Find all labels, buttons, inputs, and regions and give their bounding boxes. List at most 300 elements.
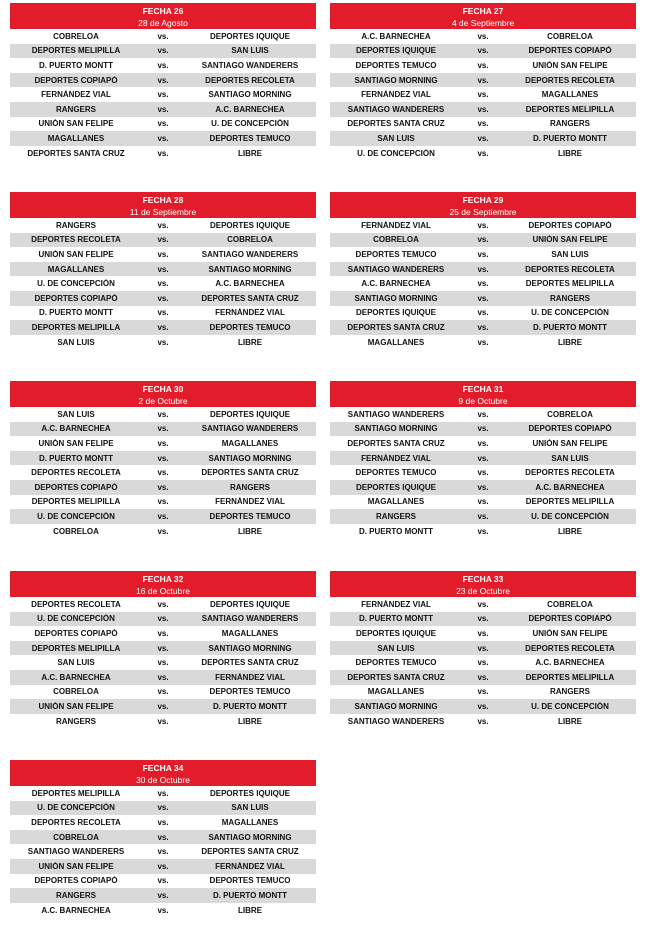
home-team: SANTIAGO WANDERERS bbox=[347, 104, 445, 114]
match-row bbox=[330, 262, 636, 277]
away-team: LIBRE bbox=[238, 905, 262, 915]
match-row bbox=[10, 247, 316, 262]
versus-label: vs. bbox=[157, 497, 169, 507]
home-team: COBRELOA bbox=[373, 235, 419, 245]
match-row bbox=[330, 509, 636, 524]
versus-label: vs. bbox=[157, 46, 169, 56]
away-team: DEPORTES COPIAPÓ bbox=[528, 220, 612, 230]
home-team: DEPORTES SANTA CRUZ bbox=[347, 119, 445, 129]
home-team: MAGALLANES bbox=[367, 687, 425, 697]
home-team: DEPORTES COPIAPÓ bbox=[34, 482, 118, 492]
fixture-block bbox=[330, 3, 636, 160]
away-team: SANTIAGO MORNING bbox=[208, 832, 292, 842]
home-team: DEPORTES SANTA CRUZ bbox=[347, 672, 445, 682]
home-team: RANGERS bbox=[375, 511, 416, 521]
away-team: DEPORTES TEMUCO bbox=[209, 322, 291, 332]
home-team: DEPORTES RECOLETA bbox=[31, 599, 121, 609]
fixture-date: 2 de Octubre bbox=[138, 396, 188, 406]
fixture-date: 30 de Octubre bbox=[136, 775, 190, 785]
match-row bbox=[330, 699, 636, 714]
versus-label: vs. bbox=[477, 75, 489, 85]
home-team: A.C. BARNECHEA bbox=[41, 672, 111, 682]
match-row bbox=[330, 131, 636, 146]
fixture-header bbox=[330, 3, 636, 29]
match-row bbox=[10, 815, 316, 830]
versus-label: vs. bbox=[157, 31, 169, 41]
home-team: SANTIAGO WANDERERS bbox=[347, 264, 445, 274]
versus-label: vs. bbox=[157, 119, 169, 129]
match-row bbox=[330, 320, 636, 335]
versus-label: vs. bbox=[157, 832, 169, 842]
match-row bbox=[10, 320, 316, 335]
away-team: A.C. BARNECHEA bbox=[215, 279, 285, 289]
versus-label: vs. bbox=[157, 220, 169, 230]
match-row bbox=[10, 655, 316, 670]
match-row bbox=[10, 786, 316, 801]
match-row bbox=[330, 58, 636, 73]
away-team: DEPORTES TEMUCO bbox=[209, 511, 291, 521]
versus-label: vs. bbox=[157, 264, 169, 274]
versus-label: vs. bbox=[477, 628, 489, 638]
fixture-block bbox=[10, 760, 316, 917]
match-row bbox=[10, 73, 316, 88]
away-team: DEPORTES SANTA CRUZ bbox=[201, 468, 299, 478]
match-row bbox=[330, 670, 636, 685]
away-team: SANTIAGO WANDERERS bbox=[201, 249, 299, 259]
versus-label: vs. bbox=[157, 293, 169, 303]
away-team: LIBRE bbox=[558, 148, 582, 158]
home-team: FERNÁNDEZ VIAL bbox=[361, 220, 431, 230]
versus-label: vs. bbox=[477, 148, 489, 158]
home-team: DEPORTES TEMUCO bbox=[355, 60, 437, 70]
versus-label: vs. bbox=[157, 60, 169, 70]
fixture-block bbox=[10, 192, 316, 349]
fixture-date: 16 de Octubre bbox=[136, 586, 190, 596]
home-team: MAGALLANES bbox=[367, 497, 425, 507]
fixture-block bbox=[10, 571, 316, 728]
versus-label: vs. bbox=[157, 249, 169, 259]
versus-label: vs. bbox=[477, 687, 489, 697]
versus-label: vs. bbox=[157, 876, 169, 886]
home-team: RANGERS bbox=[55, 220, 96, 230]
away-team: DEPORTES IQUIQUE bbox=[209, 599, 290, 609]
home-team: DEPORTES RECOLETA bbox=[31, 468, 121, 478]
versus-label: vs. bbox=[477, 220, 489, 230]
home-team: SAN LUIS bbox=[57, 337, 95, 347]
versus-label: vs. bbox=[157, 614, 169, 624]
away-team: A.C. BARNECHEA bbox=[535, 658, 605, 668]
versus-label: vs. bbox=[157, 148, 169, 158]
away-team: DEPORTES COPIAPÓ bbox=[528, 614, 612, 624]
fixture-header bbox=[10, 571, 316, 597]
away-team: LIBRE bbox=[238, 148, 262, 158]
home-team: SANTIAGO MORNING bbox=[354, 75, 438, 85]
versus-label: vs. bbox=[157, 322, 169, 332]
versus-label: vs. bbox=[157, 482, 169, 492]
fixture-header bbox=[10, 3, 316, 29]
match-row bbox=[10, 524, 316, 539]
home-team: SANTIAGO WANDERERS bbox=[347, 716, 445, 726]
home-team: MAGALLANES bbox=[47, 264, 105, 274]
fixture-date: 4 de Septiembre bbox=[451, 18, 515, 28]
match-row bbox=[330, 436, 636, 451]
home-team: D. PUERTO MONTT bbox=[358, 526, 434, 536]
away-team: COBRELOA bbox=[227, 235, 273, 245]
away-team: DEPORTES SANTA CRUZ bbox=[201, 658, 299, 668]
away-team: D. PUERTO MONTT bbox=[532, 133, 608, 143]
match-row bbox=[10, 233, 316, 248]
fixture-block bbox=[10, 381, 316, 538]
home-team: MAGALLANES bbox=[47, 133, 105, 143]
versus-label: vs. bbox=[477, 249, 489, 259]
home-team: DEPORTES MELIPILLA bbox=[31, 322, 121, 332]
match-row bbox=[10, 685, 316, 700]
match-row bbox=[330, 117, 636, 132]
fixture-block bbox=[330, 192, 636, 349]
away-team: RANGERS bbox=[549, 119, 590, 129]
versus-label: vs. bbox=[477, 599, 489, 609]
match-row bbox=[10, 859, 316, 874]
versus-label: vs. bbox=[157, 468, 169, 478]
home-team: A.C. BARNECHEA bbox=[361, 279, 431, 289]
home-team: DEPORTES MELIPILLA bbox=[31, 788, 121, 798]
away-team: SANTIAGO MORNING bbox=[208, 264, 292, 274]
home-team: DEPORTES MELIPILLA bbox=[31, 643, 121, 653]
match-row bbox=[10, 844, 316, 859]
versus-label: vs. bbox=[157, 75, 169, 85]
versus-label: vs. bbox=[477, 468, 489, 478]
match-row bbox=[330, 146, 636, 161]
match-row bbox=[10, 903, 316, 918]
match-row bbox=[10, 612, 316, 627]
away-team: LIBRE bbox=[558, 526, 582, 536]
versus-label: vs. bbox=[157, 861, 169, 871]
match-row bbox=[330, 524, 636, 539]
fixture-date: 23 de Octubre bbox=[456, 586, 510, 596]
fixture-title: FECHA 30 bbox=[142, 384, 184, 394]
versus-label: vs. bbox=[477, 293, 489, 303]
away-team: DEPORTES SANTA CRUZ bbox=[201, 847, 299, 857]
home-team: DEPORTES IQUIQUE bbox=[355, 628, 436, 638]
away-team: MAGALLANES bbox=[541, 90, 599, 100]
away-team: RANGERS bbox=[229, 482, 270, 492]
home-team: UNIÓN SAN FELIPE bbox=[38, 861, 114, 871]
versus-label: vs. bbox=[477, 31, 489, 41]
match-row bbox=[330, 306, 636, 321]
away-team: DEPORTES RECOLETA bbox=[525, 643, 615, 653]
versus-label: vs. bbox=[477, 643, 489, 653]
versus-label: vs. bbox=[157, 658, 169, 668]
fixture-header bbox=[330, 192, 636, 218]
away-team: U. DE CONCEPCIÓN bbox=[531, 308, 609, 318]
versus-label: vs. bbox=[477, 279, 489, 289]
match-row bbox=[330, 247, 636, 262]
fixture-title: FECHA 26 bbox=[142, 6, 184, 16]
match-row bbox=[330, 218, 636, 233]
away-team: SANTIAGO WANDERERS bbox=[201, 424, 299, 434]
versus-label: vs. bbox=[477, 46, 489, 56]
versus-label: vs. bbox=[477, 438, 489, 448]
home-team: SANTIAGO MORNING bbox=[354, 424, 438, 434]
away-team: DEPORTES IQUIQUE bbox=[209, 220, 290, 230]
home-team: UNIÓN SAN FELIPE bbox=[38, 249, 114, 259]
away-team: DEPORTES RECOLETA bbox=[205, 75, 295, 85]
home-team: UNIÓN SAN FELIPE bbox=[38, 119, 114, 129]
home-team: FERNÁNDEZ VIAL bbox=[361, 453, 431, 463]
versus-label: vs. bbox=[157, 279, 169, 289]
away-team: FERNÁNDEZ VIAL bbox=[215, 497, 285, 507]
away-team: FERNÁNDEZ VIAL bbox=[215, 861, 285, 871]
match-row bbox=[330, 714, 636, 729]
versus-label: vs. bbox=[157, 817, 169, 827]
home-team: U. DE CONCEPCIÓN bbox=[37, 614, 115, 624]
away-team: SAN LUIS bbox=[231, 803, 269, 813]
away-team: COBRELOA bbox=[547, 31, 593, 41]
fixture-title: FECHA 32 bbox=[142, 574, 184, 584]
match-row bbox=[10, 451, 316, 466]
match-row bbox=[330, 655, 636, 670]
match-row bbox=[330, 44, 636, 59]
match-row bbox=[10, 276, 316, 291]
home-team: DEPORTES SANTA CRUZ bbox=[347, 438, 445, 448]
away-team: DEPORTES IQUIQUE bbox=[209, 409, 290, 419]
match-row bbox=[330, 685, 636, 700]
fixture-date: 9 de Octubre bbox=[458, 396, 508, 406]
versus-label: vs. bbox=[477, 104, 489, 114]
versus-label: vs. bbox=[157, 643, 169, 653]
fixture-date: 25 de Septiembre bbox=[449, 207, 517, 217]
away-team: SANTIAGO WANDERERS bbox=[201, 614, 299, 624]
away-team: SANTIAGO WANDERERS bbox=[201, 60, 299, 70]
away-team: RANGERS bbox=[549, 293, 590, 303]
home-team: SANTIAGO WANDERERS bbox=[347, 409, 445, 419]
match-row bbox=[330, 422, 636, 437]
match-row bbox=[10, 699, 316, 714]
home-team: DEPORTES COPIAPÓ bbox=[34, 293, 118, 303]
home-team: DEPORTES TEMUCO bbox=[355, 249, 437, 259]
versus-label: vs. bbox=[477, 526, 489, 536]
away-team: U. DE CONCEPCIÓN bbox=[531, 701, 609, 711]
home-team: DEPORTES IQUIQUE bbox=[355, 46, 436, 56]
away-team: COBRELOA bbox=[547, 409, 593, 419]
away-team: LIBRE bbox=[238, 337, 262, 347]
versus-label: vs. bbox=[477, 337, 489, 347]
away-team: MAGALLANES bbox=[221, 628, 279, 638]
versus-label: vs. bbox=[477, 235, 489, 245]
fixture-date: 11 de Septiembre bbox=[129, 207, 197, 217]
versus-label: vs. bbox=[157, 453, 169, 463]
home-team: RANGERS bbox=[55, 890, 96, 900]
match-row bbox=[330, 495, 636, 510]
versus-label: vs. bbox=[477, 60, 489, 70]
home-team: DEPORTES TEMUCO bbox=[355, 468, 437, 478]
match-row bbox=[10, 58, 316, 73]
match-row bbox=[10, 436, 316, 451]
match-row bbox=[10, 626, 316, 641]
home-team: A.C. BARNECHEA bbox=[41, 424, 111, 434]
home-team: U. DE CONCEPCIÓN bbox=[37, 279, 115, 289]
home-team: SAN LUIS bbox=[377, 643, 415, 653]
away-team: DEPORTES MELIPILLA bbox=[525, 279, 615, 289]
match-row bbox=[10, 44, 316, 59]
match-row bbox=[10, 670, 316, 685]
versus-label: vs. bbox=[477, 614, 489, 624]
versus-label: vs. bbox=[157, 438, 169, 448]
home-team: SANTIAGO MORNING bbox=[354, 293, 438, 303]
home-team: DEPORTES SANTA CRUZ bbox=[347, 322, 445, 332]
home-team: UNIÓN SAN FELIPE bbox=[38, 438, 114, 448]
away-team: SANTIAGO MORNING bbox=[208, 453, 292, 463]
fixture-title: FECHA 34 bbox=[142, 763, 184, 773]
match-row bbox=[10, 801, 316, 816]
match-row bbox=[10, 117, 316, 132]
fixture-block bbox=[330, 381, 636, 538]
home-team: U. DE CONCEPCIÓN bbox=[37, 511, 115, 521]
home-team: DEPORTES MELIPILLA bbox=[31, 46, 121, 56]
match-row bbox=[10, 262, 316, 277]
match-row bbox=[10, 714, 316, 729]
fixture-header bbox=[10, 192, 316, 218]
away-team: SAN LUIS bbox=[231, 46, 269, 56]
fixture-header bbox=[10, 760, 316, 786]
fixture-title: FECHA 29 bbox=[462, 195, 504, 205]
match-row bbox=[10, 102, 316, 117]
match-row bbox=[10, 218, 316, 233]
versus-label: vs. bbox=[157, 599, 169, 609]
away-team: DEPORTES MELIPILLA bbox=[525, 104, 615, 114]
home-team: D. PUERTO MONTT bbox=[38, 453, 114, 463]
away-team: MAGALLANES bbox=[221, 817, 279, 827]
versus-label: vs. bbox=[477, 133, 489, 143]
away-team: LIBRE bbox=[558, 716, 582, 726]
versus-label: vs. bbox=[157, 803, 169, 813]
home-team: DEPORTES COPIAPÓ bbox=[34, 75, 118, 85]
away-team: DEPORTES COPIAPÓ bbox=[528, 424, 612, 434]
match-row bbox=[330, 612, 636, 627]
versus-label: vs. bbox=[477, 497, 489, 507]
match-row bbox=[10, 306, 316, 321]
away-team: FERNÁNDEZ VIAL bbox=[215, 308, 285, 318]
match-row bbox=[10, 509, 316, 524]
match-row bbox=[330, 335, 636, 350]
away-team: DEPORTES TEMUCO bbox=[209, 687, 291, 697]
match-row bbox=[330, 451, 636, 466]
away-team: UNIÓN SAN FELIPE bbox=[532, 628, 608, 638]
away-team: DEPORTES MELIPILLA bbox=[525, 672, 615, 682]
away-team: DEPORTES TEMUCO bbox=[209, 876, 291, 886]
home-team: MAGALLANES bbox=[367, 337, 425, 347]
match-row bbox=[10, 291, 316, 306]
home-team: RANGERS bbox=[55, 104, 96, 114]
versus-label: vs. bbox=[157, 526, 169, 536]
versus-label: vs. bbox=[157, 672, 169, 682]
away-team: U. DE CONCEPCIÓN bbox=[531, 511, 609, 521]
home-team: DEPORTES COPIAPÓ bbox=[34, 628, 118, 638]
match-row bbox=[330, 597, 636, 612]
home-team: SAN LUIS bbox=[377, 133, 415, 143]
versus-label: vs. bbox=[157, 890, 169, 900]
versus-label: vs. bbox=[157, 701, 169, 711]
match-row bbox=[10, 888, 316, 903]
fixture-title: FECHA 28 bbox=[142, 195, 184, 205]
match-row bbox=[330, 626, 636, 641]
home-team: SAN LUIS bbox=[57, 409, 95, 419]
home-team: U. DE CONCEPCIÓN bbox=[357, 148, 435, 158]
away-team: LIBRE bbox=[238, 716, 262, 726]
fixture-title: FECHA 31 bbox=[462, 384, 504, 394]
home-team: A.C. BARNECHEA bbox=[361, 31, 431, 41]
match-row bbox=[330, 480, 636, 495]
home-team: SAN LUIS bbox=[57, 658, 95, 668]
away-team: DEPORTES MELIPILLA bbox=[525, 497, 615, 507]
fixture-title: FECHA 27 bbox=[462, 6, 504, 16]
away-team: FERNÁNDEZ VIAL bbox=[215, 672, 285, 682]
home-team: RANGERS bbox=[55, 716, 96, 726]
fixture-title: FECHA 33 bbox=[462, 574, 504, 584]
away-team: UNIÓN SAN FELIPE bbox=[532, 235, 608, 245]
home-team: DEPORTES TEMUCO bbox=[355, 658, 437, 668]
versus-label: vs. bbox=[157, 308, 169, 318]
away-team: U. DE CONCEPCIÓN bbox=[211, 119, 289, 129]
versus-label: vs. bbox=[157, 905, 169, 915]
versus-label: vs. bbox=[477, 409, 489, 419]
match-row bbox=[330, 291, 636, 306]
home-team: FERNÁNDEZ VIAL bbox=[41, 90, 111, 100]
versus-label: vs. bbox=[157, 716, 169, 726]
match-row bbox=[10, 874, 316, 889]
home-team: D. PUERTO MONTT bbox=[38, 308, 114, 318]
home-team: DEPORTES IQUIQUE bbox=[355, 482, 436, 492]
match-row bbox=[10, 597, 316, 612]
versus-label: vs. bbox=[157, 847, 169, 857]
away-team: D. PUERTO MONTT bbox=[532, 322, 608, 332]
home-team: FERNÁNDEZ VIAL bbox=[361, 599, 431, 609]
versus-label: vs. bbox=[157, 424, 169, 434]
match-row bbox=[330, 29, 636, 44]
versus-label: vs. bbox=[157, 511, 169, 521]
match-row bbox=[330, 73, 636, 88]
away-team: DEPORTES RECOLETA bbox=[525, 75, 615, 85]
fixture-header bbox=[330, 571, 636, 597]
home-team: A.C. BARNECHEA bbox=[41, 905, 111, 915]
home-team: DEPORTES IQUIQUE bbox=[355, 308, 436, 318]
away-team: LIBRE bbox=[558, 337, 582, 347]
match-row bbox=[330, 407, 636, 422]
away-team: DEPORTES SANTA CRUZ bbox=[201, 293, 299, 303]
home-team: COBRELOA bbox=[53, 526, 99, 536]
versus-label: vs. bbox=[477, 511, 489, 521]
away-team: D. PUERTO MONTT bbox=[212, 890, 288, 900]
home-team: SANTIAGO WANDERERS bbox=[27, 847, 125, 857]
versus-label: vs. bbox=[157, 409, 169, 419]
match-row bbox=[10, 830, 316, 845]
versus-label: vs. bbox=[477, 672, 489, 682]
away-team: A.C. BARNECHEA bbox=[215, 104, 285, 114]
match-row bbox=[10, 335, 316, 350]
away-team: DEPORTES COPIAPÓ bbox=[528, 46, 612, 56]
match-row bbox=[10, 422, 316, 437]
home-team: SANTIAGO MORNING bbox=[354, 701, 438, 711]
versus-label: vs. bbox=[477, 701, 489, 711]
home-team: D. PUERTO MONTT bbox=[38, 60, 114, 70]
away-team: SANTIAGO MORNING bbox=[208, 643, 292, 653]
away-team: RANGERS bbox=[549, 687, 590, 697]
away-team: DEPORTES RECOLETA bbox=[525, 468, 615, 478]
away-team: UNIÓN SAN FELIPE bbox=[532, 438, 608, 448]
versus-label: vs. bbox=[477, 453, 489, 463]
versus-label: vs. bbox=[477, 308, 489, 318]
fixture-header bbox=[10, 381, 316, 407]
